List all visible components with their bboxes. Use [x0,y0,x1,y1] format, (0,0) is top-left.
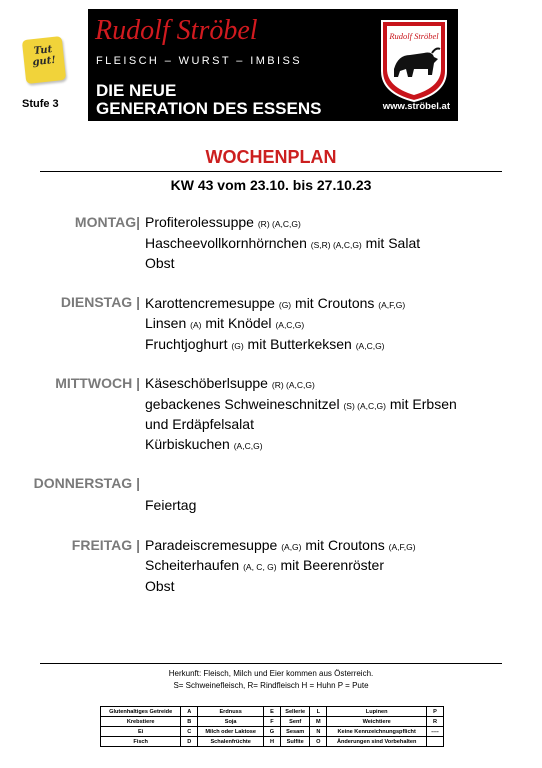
dish-line: Scheiterhaufen (A, C, G) mit Beerenröster [145,557,384,573]
dish-line: Linsen (A) mit Knödel (A,C,G) [145,315,305,331]
seal-text: Rudolf Ströbel [389,31,439,41]
week-range: KW 43 vom 23.10. bis 27.10.23 [170,177,372,193]
dish-line: Kürbiskuchen (A,C,G) [145,436,263,452]
dish-line: Paradeiscremesuppe (A,G) mit Croutons (A,F,G) [145,537,416,553]
dish-line: gebackenes Schweineschnitzel (S) (A,C,G) mit Erbsen [145,396,457,412]
origin-note: Herkunft: Fleisch, Milch und Eier kommen aus Österreich. [168,669,374,678]
tut-gut-logo [22,36,66,84]
dish-line: Karottencremesuppe (G) mit Croutons (A,F,G) [145,295,406,311]
brand-name: Rudolf Ströbel [95,15,258,46]
dish-line: Hascheevollkornhörnchen (S,R) (A,C,G) mit Salat [145,235,421,251]
allergen-table [100,706,444,747]
dish-line: Obst [145,255,175,271]
brand-tagline [96,82,321,117]
bull-seal-icon [378,17,450,103]
dish-line: Fruchtjoghurt (G) mit Butterkeksen (A,C,G) [145,336,385,352]
footer-divider [40,663,502,664]
logo-text: Tut gut! [32,44,57,69]
dish-line: Obst [145,578,175,594]
table-row: Fisch D Schalenfrüchte H Sulfite O Änderungen sind Vorbehalten [101,737,444,747]
brand-url: www.ströbel.at [382,101,450,112]
header-banner [88,9,458,121]
tagline-line-1: DIE NEUE [96,81,177,100]
day-label: DIENSTAG | [60,294,140,310]
brand-subtitle: FLEISCH – WURST – IMBISS [96,55,302,67]
dish-line: und Erdäpfelsalat [145,416,254,432]
day-label: MONTAG| [74,214,140,230]
table-row: Glutenhaltiges Getreide A Erdnuss E Sellerie L Lupinen P [101,707,444,717]
day-label: MITTWOCH | [55,375,140,391]
day-label: DONNERSTAG | [33,475,140,491]
page-title: WOCHENPLAN [205,147,337,167]
table-row: Ei C Milch oder Laktose G Sesam N Keine Kennzeichnungspflicht ---- [101,727,444,737]
dish-line: Profiterolessuppe (R) (A,C,G) [145,214,301,230]
stufe-label: Stufe 3 [22,98,59,110]
meat-legend: S= Schweinefleisch, R= Rindfleisch H = Huhn P = Pute [173,681,369,690]
table-row: Krebstiere B Soja F Senf M Weichtiere R [101,717,444,727]
title-divider [40,171,502,172]
tagline-line-2: GENERATION DES ESSENS [96,98,322,118]
day-label: FREITAG | [71,537,140,553]
dish-line: Käseschöberlsuppe (R) (A,C,G) [145,375,315,391]
dish-line: Feiertag [145,497,197,513]
